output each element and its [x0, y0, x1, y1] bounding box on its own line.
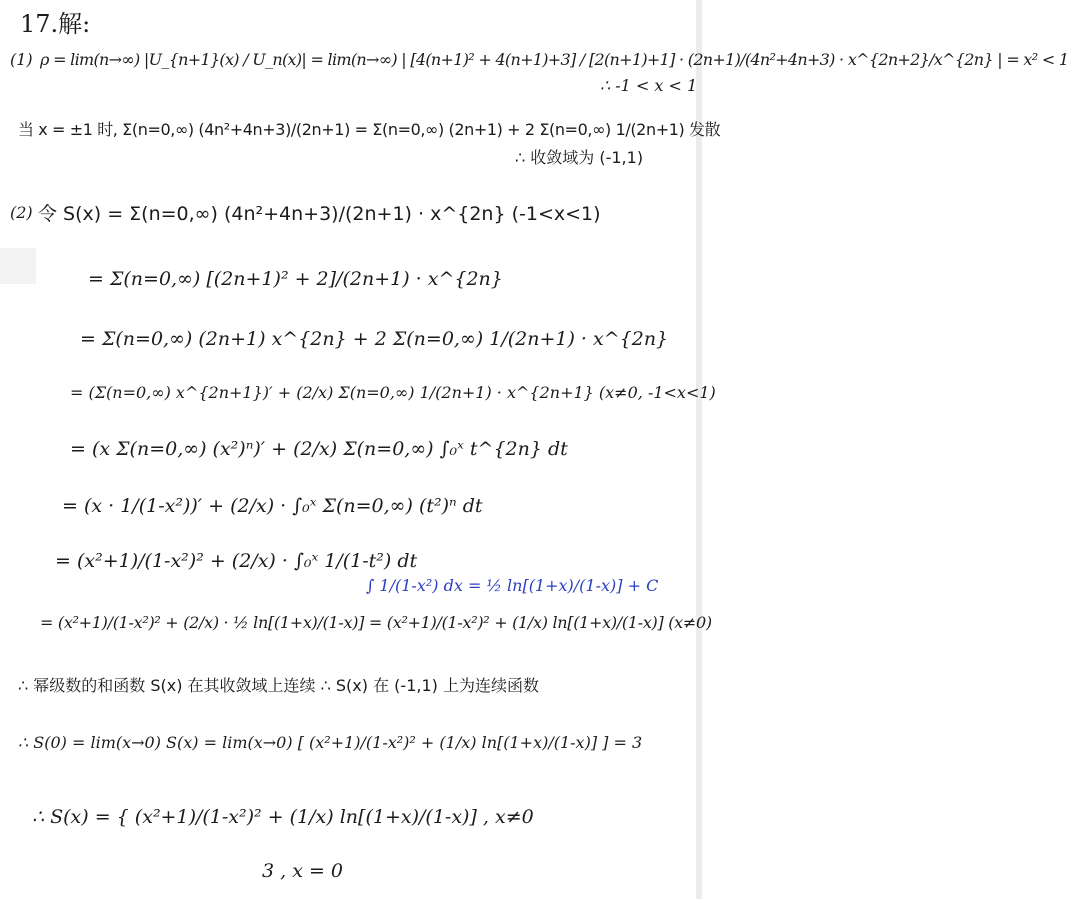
- derivation-step-7: = (x²+1)/(1-x²)² + (2/x) · ½ ln[(1+x)/(1-x)] = (x²+1)/(1-x²)² + (1/x) ln[(1+x)/(1-x)] (x≠0): [40, 613, 712, 632]
- limit-at-zero: ∴ S(0) = lim(x→0) S(x) = lim(x→0) [ (x²+1)/(1-x²)² + (1/x) ln[(1+x)/(1-x)] ] = 3: [18, 733, 643, 752]
- continuity-statement: ∴ 幂级数的和函数 S(x) 在其收敛域上连续 ∴ S(x) 在 (-1,1) 上为连续函数: [18, 676, 539, 695]
- piecewise-case-zero: 3 , x = 0: [262, 860, 344, 882]
- endpoint-check-line: 当 x = ±1 时, Σ(n=0,∞) (4n²+4n+3)/(2n+1) = Σ(n=0,∞) (2n+1) + 2 Σ(n=0,∞) 1/(2n+1) 发散: [18, 120, 721, 139]
- part2-label: (2): [10, 203, 33, 222]
- ratio-test-line: ρ = lim(n→∞) |U_{n+1}(x) / U_n(x)| = lim(n→∞) | [4(n+1)² + 4(n+1)+3] / [2(n+1)+1] · (2n+1)/(4n²+4n+3) · x^{2n+2}/x^{2n} | = x² < 1: [40, 50, 1068, 69]
- derivation-step-2: = Σ(n=0,∞) (2n+1) x^{2n} + 2 Σ(n=0,∞) 1/(2n+1) · x^{2n}: [80, 328, 669, 350]
- piecewise-case-nonzero: ∴ S(x) = { (x²+1)/(1-x²)² + (1/x) ln[(1+x)/(1-x)] , x≠0: [32, 806, 534, 828]
- integral-side-note: ∫ 1/(1-x²) dx = ½ ln[(1+x)/(1-x)] + C: [366, 576, 659, 595]
- scan-shading: [0, 248, 36, 284]
- define-sum-function: 令 S(x) = Σ(n=0,∞) (4n²+4n+3)/(2n+1) · x^{2n} (-1<x<1): [38, 203, 601, 225]
- part1-label: (1): [10, 50, 33, 69]
- derivation-step-6: = (x²+1)/(1-x²)² + (2/x) · ∫₀ˣ 1/(1-t²) dt: [55, 550, 418, 572]
- derivation-step-4: = (x Σ(n=0,∞) (x²)ⁿ)′ + (2/x) Σ(n=0,∞) ∫₀ˣ t^{2n} dt: [70, 438, 568, 460]
- derivation-step-1: = Σ(n=0,∞) [(2n+1)² + 2]/(2n+1) · x^{2n}: [88, 268, 503, 290]
- convergence-domain: ∴ 收敛域为 (-1,1): [515, 148, 644, 167]
- problem-title: 17.解:: [20, 10, 91, 38]
- derivation-step-5: = (x · 1/(1-x²))′ + (2/x) · ∫₀ˣ Σ(n=0,∞) (t²)ⁿ dt: [62, 495, 483, 517]
- convergence-interval: ∴ -1 < x < 1: [600, 76, 698, 95]
- derivation-step-3: = (Σ(n=0,∞) x^{2n+1})′ + (2/x) Σ(n=0,∞) 1/(2n+1) · x^{2n+1} (x≠0, -1<x<1): [70, 383, 716, 402]
